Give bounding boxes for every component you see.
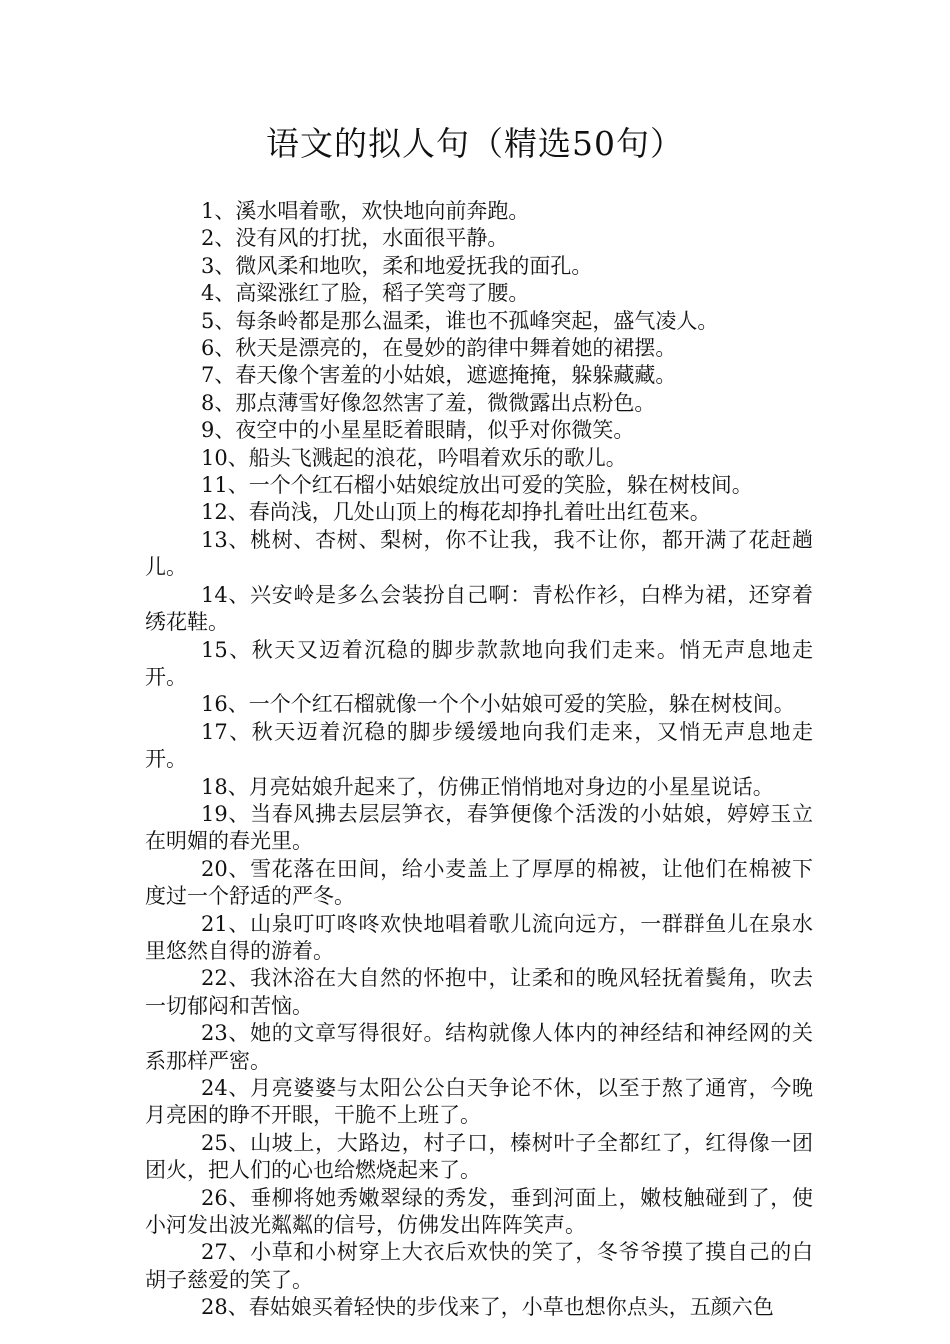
sentence-19: 19、当春风拂去层层笋衣，春笋便像个活泼的小姑娘，婷婷玉立在明媚的春光里。 (145, 801, 813, 854)
sentence-13: 13、桃树、杏树、梨树，你不让我，我不让你，都开满了花赶趟儿。 (145, 527, 813, 580)
document-title: 语文的拟人句（精选50句） (266, 124, 684, 163)
sentence-10: 10、船头飞溅起的浪花，吟唱着欢乐的歌儿。 (201, 445, 627, 470)
sentence-8: 8、那点薄雪好像忽然害了羞，微微露出点粉色。 (201, 390, 656, 415)
sentence-17: 17、秋天迈着沉稳的脚步缓缓地向我们走来，又悄无声息地走开。 (145, 719, 813, 772)
sentence-12: 12、春尚浅，几处山顶上的梅花却挣扎着吐出红苞来。 (201, 500, 711, 525)
document-body (145, 198, 813, 1322)
sentence-26: 26、垂柳将她秀嫩翠绿的秀发，垂到河面上，嫩枝触碰到了，使小河发出波光粼粼的信号，仿佛发出阵阵笑声。 (145, 1185, 813, 1238)
sentence-4: 4、高粱涨红了脸，稻子笑弯了腰。 (201, 281, 530, 306)
sentence-27: 27、小草和小树穿上大衣后欢快的笑了，冬爷爷摸了摸自己的白胡子慈爱的笑了。 (145, 1240, 813, 1292)
sentence-11: 11、一个个红石榴小姑娘绽放出可爱的笑脸，躲在树枝间。 (201, 473, 753, 498)
sentence-15: 15、秋天又迈着沉稳的脚步款款地向我们走来。悄无声息地走开。 (145, 637, 813, 689)
sentence-2: 2、没有风的打扰，水面很平静。 (201, 226, 509, 251)
sentence-28: 28、春姑娘买着轻快的步伐来了，小草也想你点头，五颜六色 (201, 1295, 774, 1320)
sentence-5: 5、每条岭都是那么温柔，谁也不孤峰突起，盛气凌人。 (201, 308, 719, 333)
sentence-21: 21、山泉叮叮咚咚欢快地唱着歌儿流向远方，一群群鱼儿在泉水里悠然自得的游着。 (145, 911, 813, 963)
sentence-16: 16、一个个红石榴就像一个个小姑娘可爱的笑脸，躲在树枝间。 (201, 692, 795, 717)
sentence-1: 1、溪水唱着歌，欢快地向前奔跑。 (201, 199, 530, 223)
sentence-3: 3、微风柔和地吹，柔和地爱抚我的面孔。 (201, 253, 593, 278)
sentence-18: 18、月亮姑娘升起来了，仿佛正悄悄地对身边的小星星说话。 (201, 774, 774, 799)
sentence-25: 25、山坡上，大路边，村子口，榛树叶子全都红了，红得像一团团火，把人们的心也给燃烧起来了。 (145, 1130, 813, 1183)
sentence-7: 7、春天像个害羞的小姑娘，遮遮掩掩，躲躲藏藏。 (201, 363, 677, 388)
sentence-23: 23、她的文章写得很好。结构就像人体内的神经结和神经网的关系那样严密。 (145, 1021, 813, 1073)
sentence-6: 6、秋天是漂亮的，在曼妙的韵律中舞着她的裙摆。 (201, 336, 677, 361)
sentence-14: 14、兴安岭是多么会装扮自己啊：青松作衫，白桦为裙，还穿着绣花鞋。 (145, 582, 813, 635)
sentence-22: 22、我沐浴在大自然的怀抱中，让柔和的晚风轻抚着鬓角，吹去一切郁闷和苦恼。 (145, 966, 813, 1018)
sentence-9: 9、夜空中的小星星眨着眼睛，似乎对你微笑。 (201, 418, 635, 443)
sentence-20: 20、雪花落在田间，给小麦盖上了厚厚的棉被，让他们在棉被下度过一个舒适的严冬。 (145, 856, 813, 909)
sentence-24: 24、月亮婆婆与太阳公公白天争论不休，以至于熬了通宵，今晚月亮困的睁不开眼，干脆不上班了。 (145, 1076, 813, 1128)
